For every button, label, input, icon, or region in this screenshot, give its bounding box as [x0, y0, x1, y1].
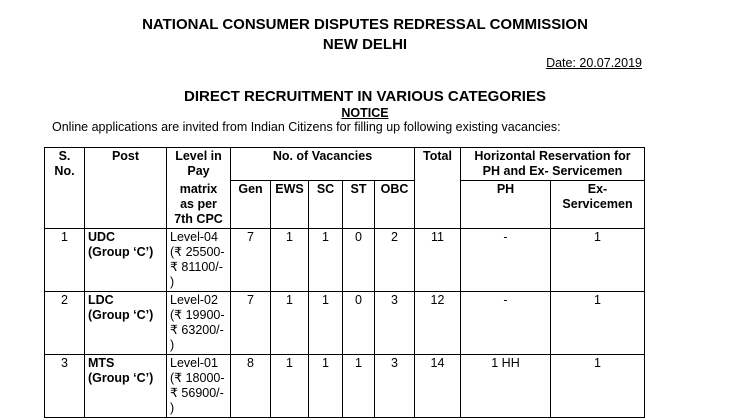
header-st: ST: [343, 181, 375, 229]
row-post: MTS (Group ‘C’): [85, 354, 167, 417]
row-sno: 1: [45, 228, 85, 291]
header-reservation: Horizontal Reservation for PH and Ex- Servicemen: [461, 148, 645, 181]
org-title: NATIONAL CONSUMER DISPUTES REDRESSAL COMMISSION: [142, 16, 588, 33]
row-post: UDC (Group ‘C’): [85, 228, 167, 291]
header-post-cont: [85, 181, 167, 229]
row-sc: 1: [309, 291, 343, 354]
table-row: [45, 228, 645, 291]
city-title: NEW DELHI: [322, 36, 408, 53]
header-vacancies: No. of Vacancies: [231, 148, 415, 181]
header-total: Total: [415, 148, 461, 181]
header-total-cont: [415, 181, 461, 229]
row-ph: -: [461, 291, 551, 354]
row-gen: 8: [231, 354, 271, 417]
header-level: Level in Pay: [167, 148, 231, 181]
header-sno-cont: [45, 181, 85, 229]
header-sc: SC: [309, 181, 343, 229]
table-subheader-row: [45, 181, 645, 229]
row-obc: 3: [375, 291, 415, 354]
table-header-row: [45, 148, 645, 181]
row-ex: 1: [551, 291, 645, 354]
intro-text: Online applications are invited from Indian Citizens for filling up following existing vacancies:: [52, 120, 561, 134]
header-gen: Gen: [231, 181, 271, 229]
row-total: 14: [415, 354, 461, 417]
row-ews: 1: [271, 228, 309, 291]
row-sno: 2: [45, 291, 85, 354]
row-ews: 1: [271, 354, 309, 417]
table-row: [45, 291, 645, 354]
row-level: Level-02 (₹ 19900- ₹ 63200/- ): [167, 291, 231, 354]
row-sno: 3: [45, 354, 85, 417]
header-ews: EWS: [271, 181, 309, 229]
notice-date: Date: 20.07.2019: [546, 56, 642, 70]
row-ex: 1: [551, 228, 645, 291]
table-row: [45, 354, 645, 417]
row-level: Level-01 (₹ 18000- ₹ 56900/- ): [167, 354, 231, 417]
row-st: 0: [343, 291, 375, 354]
header-sno: S. No.: [45, 148, 85, 181]
header-level-cont: matrix as per 7th CPC: [167, 181, 231, 229]
row-ph: 1 HH: [461, 354, 551, 417]
header-obc: OBC: [375, 181, 415, 229]
row-ph: -: [461, 228, 551, 291]
notice-label: NOTICE: [341, 106, 389, 120]
row-gen: 7: [231, 228, 271, 291]
vacancy-table: [44, 147, 645, 418]
row-post: LDC (Group ‘C’): [85, 291, 167, 354]
row-ews: 1: [271, 291, 309, 354]
row-sc: 1: [309, 354, 343, 417]
row-st: 0: [343, 228, 375, 291]
row-total: 12: [415, 291, 461, 354]
header-ex-servicemen: Ex- Servicemen: [551, 181, 645, 229]
row-level: Level-04 (₹ 25500- ₹ 81100/- ): [167, 228, 231, 291]
row-ex: 1: [551, 354, 645, 417]
row-st: 1: [343, 354, 375, 417]
row-sc: 1: [309, 228, 343, 291]
header-post: Post: [85, 148, 167, 181]
row-obc: 3: [375, 354, 415, 417]
row-total: 11: [415, 228, 461, 291]
header-ph: PH: [461, 181, 551, 229]
row-obc: 2: [375, 228, 415, 291]
row-gen: 7: [231, 291, 271, 354]
recruitment-heading: DIRECT RECRUITMENT IN VARIOUS CATEGORIES: [184, 88, 546, 105]
